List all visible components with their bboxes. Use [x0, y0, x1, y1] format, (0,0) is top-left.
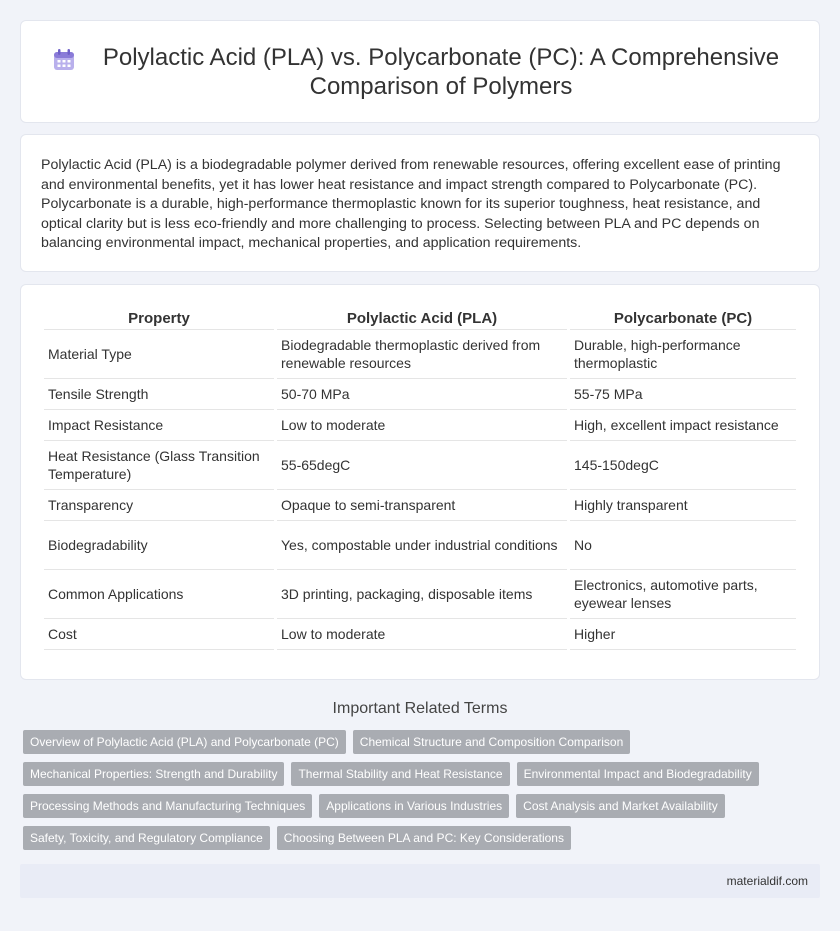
related-term-tag[interactable]: Applications in Various Industries — [319, 794, 509, 818]
table-row — [44, 619, 796, 650]
page-title: Polylactic Acid (PLA) vs. Polycarbonate (PC): A Comprehensive Comparison of Polymers — [102, 43, 780, 100]
pc-cell: Highly transparent — [570, 490, 796, 521]
table-row — [44, 521, 796, 570]
comparison-table — [41, 308, 799, 650]
related-term-tag[interactable]: Cost Analysis and Market Availability — [516, 794, 725, 818]
property-cell: Transparency — [44, 490, 274, 521]
pla-cell: Low to moderate — [277, 410, 567, 441]
intro-text: Polylactic Acid (PLA) is a biodegradable polymer derived from renewable resources, offering excellent ease of printing and environmental benefits, yet it has lower heat resistance and impact strength compared to Polycarbonate (PC). Polycarbonate is a durable, high-performance thermoplastic known for its superior toughness, heat resistance, and optical clarity but is less eco-friendly and more challenging to process. Selecting between PLA and PC depends on balancing environmental impact, mechanical properties, and application requirements. — [41, 157, 781, 252]
pc-cell: 55-75 MPa — [570, 379, 796, 410]
pla-cell: Yes, compostable under industrial conditions — [277, 521, 567, 570]
property-cell: Biodegradability — [44, 521, 274, 570]
pla-cell: 3D printing, packaging, disposable items — [277, 570, 567, 619]
footer — [20, 864, 820, 898]
related-term-tag[interactable]: Thermal Stability and Heat Resistance — [291, 762, 509, 786]
calendar-icon — [51, 47, 77, 73]
pla-cell: Biodegradable thermoplastic derived from renewable resources — [277, 330, 567, 379]
intro-card — [20, 134, 820, 272]
pc-cell: Higher — [570, 619, 796, 650]
header-pc: Polycarbonate (PC) — [570, 308, 796, 330]
property-cell: Cost — [44, 619, 274, 650]
pla-cell: Low to moderate — [277, 619, 567, 650]
related-terms-list — [20, 730, 800, 850]
table-row — [44, 330, 796, 379]
header-property: Property — [44, 308, 274, 330]
table-row — [44, 379, 796, 410]
pla-cell: 55-65degC — [277, 441, 567, 490]
table-row — [44, 410, 796, 441]
pc-cell: Electronics, automotive parts, eyewear lenses — [570, 570, 796, 619]
header-pla: Polylactic Acid (PLA) — [277, 308, 567, 330]
related-term-tag[interactable]: Mechanical Properties: Strength and Durability — [23, 762, 284, 786]
related-term-tag[interactable]: Choosing Between PLA and PC: Key Considerations — [277, 826, 571, 850]
table-row — [44, 441, 796, 490]
table-row — [44, 570, 796, 619]
property-cell: Impact Resistance — [44, 410, 274, 441]
related-term-tag[interactable]: Overview of Polylactic Acid (PLA) and Polycarbonate (PC) — [23, 730, 346, 754]
table-row — [44, 490, 796, 521]
pc-cell: 145-150degC — [570, 441, 796, 490]
property-cell: Tensile Strength — [44, 379, 274, 410]
pc-cell: No — [570, 521, 796, 570]
comparison-table-card — [20, 284, 820, 680]
footer-site-name: materialdif.com — [726, 874, 808, 888]
pc-cell: Durable, high-performance thermoplastic — [570, 330, 796, 379]
pla-cell: 50-70 MPa — [277, 379, 567, 410]
pc-cell: High, excellent impact resistance — [570, 410, 796, 441]
related-term-tag[interactable]: Chemical Structure and Composition Comparison — [353, 730, 630, 754]
table-header-row — [44, 308, 796, 330]
title-wrap — [51, 43, 789, 101]
property-cell: Common Applications — [44, 570, 274, 619]
property-cell: Heat Resistance (Glass Transition Temperature) — [44, 441, 274, 490]
header-card — [20, 20, 820, 123]
related-terms-title: Important Related Terms — [332, 700, 508, 717]
property-cell: Material Type — [44, 330, 274, 379]
pla-cell: Opaque to semi-transparent — [277, 490, 567, 521]
related-term-tag[interactable]: Safety, Toxicity, and Regulatory Compliance — [23, 826, 270, 850]
related-term-tag[interactable]: Environmental Impact and Biodegradability — [517, 762, 759, 786]
related-term-tag[interactable]: Processing Methods and Manufacturing Techniques — [23, 794, 312, 818]
